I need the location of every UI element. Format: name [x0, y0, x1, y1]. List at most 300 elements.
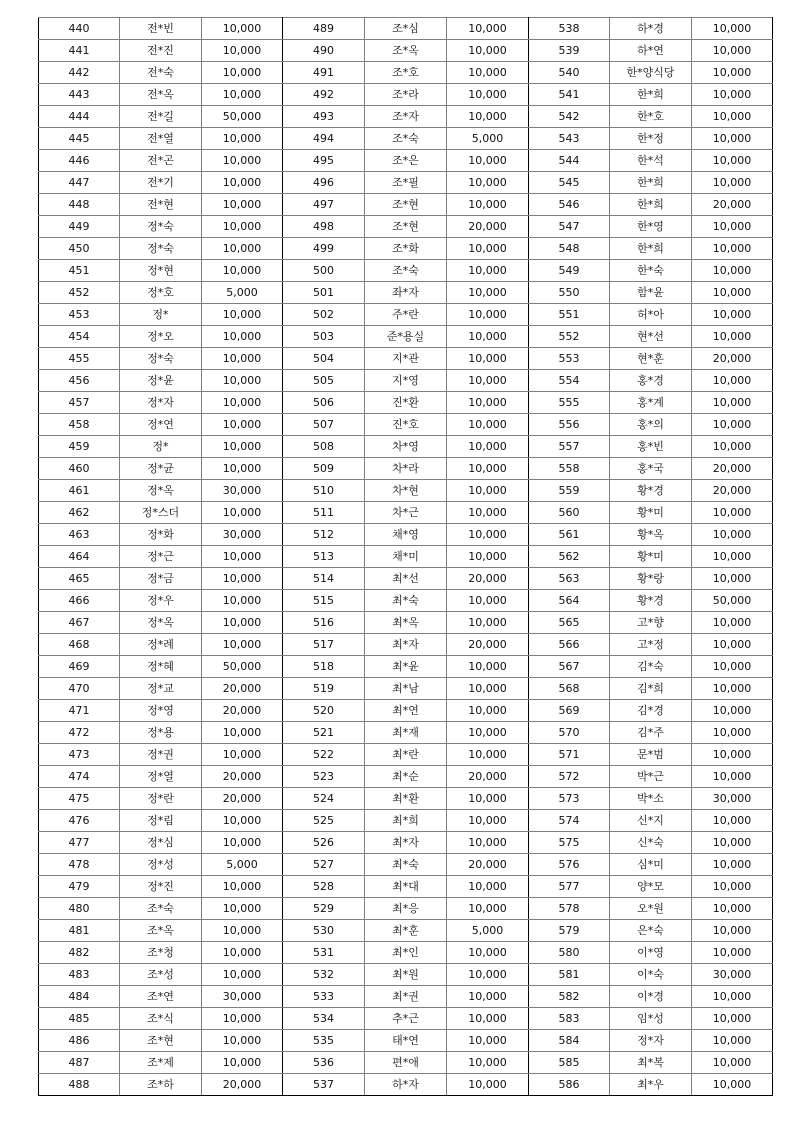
table-row — [39, 898, 773, 920]
donor-name-cell: 홍*계 — [610, 392, 692, 414]
donor-table — [38, 17, 773, 1096]
donor-name-cell: 차*근 — [365, 502, 447, 524]
table-row — [39, 370, 773, 392]
donor-number-cell: 453 — [39, 304, 120, 326]
donor-name-cell: 심*미 — [610, 854, 692, 876]
donor-number-cell: 483 — [39, 964, 120, 986]
donor-name-cell: 최*남 — [365, 678, 447, 700]
table-row — [39, 348, 773, 370]
donor-number-cell: 564 — [529, 590, 610, 612]
donor-amount-cell: 10,000 — [447, 84, 529, 106]
donor-name-cell: 최*숙 — [365, 854, 447, 876]
donor-number-cell: 482 — [39, 942, 120, 964]
donor-name-cell: 양*모 — [610, 876, 692, 898]
donor-number-cell: 505 — [283, 370, 365, 392]
donor-number-cell: 466 — [39, 590, 120, 612]
donor-number-cell: 488 — [39, 1074, 120, 1096]
donor-amount-cell: 10,000 — [202, 612, 283, 634]
donor-number-cell: 445 — [39, 128, 120, 150]
donor-amount-cell: 10,000 — [692, 810, 773, 832]
donor-number-cell: 469 — [39, 656, 120, 678]
donor-number-cell: 506 — [283, 392, 365, 414]
donor-amount-cell: 10,000 — [202, 150, 283, 172]
donor-amount-cell: 20,000 — [447, 854, 529, 876]
donor-amount-cell: 20,000 — [692, 458, 773, 480]
donor-name-cell: 한*호 — [610, 106, 692, 128]
donor-amount-cell: 10,000 — [447, 546, 529, 568]
donor-name-cell: 홍*국 — [610, 458, 692, 480]
donor-number-cell: 515 — [283, 590, 365, 612]
donor-name-cell: 한*희 — [610, 238, 692, 260]
table-row — [39, 1052, 773, 1074]
donor-number-cell: 441 — [39, 40, 120, 62]
donor-name-cell: 차*현 — [365, 480, 447, 502]
table-row — [39, 678, 773, 700]
table-row — [39, 238, 773, 260]
donor-name-cell: 황*경 — [610, 590, 692, 612]
donor-name-cell: 한*숙 — [610, 260, 692, 282]
donor-amount-cell: 10,000 — [202, 876, 283, 898]
donor-name-cell: 조*현 — [120, 1030, 202, 1052]
donor-number-cell: 458 — [39, 414, 120, 436]
donor-name-cell: 최*자 — [365, 832, 447, 854]
donor-amount-cell: 10,000 — [202, 436, 283, 458]
donor-amount-cell: 10,000 — [447, 304, 529, 326]
donor-amount-cell: 30,000 — [692, 788, 773, 810]
donor-amount-cell: 10,000 — [447, 898, 529, 920]
donor-number-cell: 569 — [529, 700, 610, 722]
donor-amount-cell: 10,000 — [202, 1052, 283, 1074]
donor-number-cell: 538 — [529, 18, 610, 40]
donor-name-cell: 전*열 — [120, 128, 202, 150]
donor-amount-cell: 10,000 — [447, 436, 529, 458]
donor-name-cell: 이*숙 — [610, 964, 692, 986]
donor-name-cell: 최*인 — [365, 942, 447, 964]
donor-name-cell: 홍*경 — [610, 370, 692, 392]
donor-amount-cell: 10,000 — [692, 568, 773, 590]
donor-number-cell: 545 — [529, 172, 610, 194]
donor-name-cell: 정*숙 — [120, 238, 202, 260]
donor-amount-cell: 10,000 — [692, 150, 773, 172]
donor-name-cell: 조*라 — [365, 84, 447, 106]
donor-amount-cell: 10,000 — [447, 1074, 529, 1096]
donor-amount-cell: 20,000 — [447, 634, 529, 656]
donor-amount-cell: 10,000 — [202, 260, 283, 282]
table-row — [39, 458, 773, 480]
donor-name-cell: 조*은 — [365, 150, 447, 172]
donor-name-cell: 차*라 — [365, 458, 447, 480]
donor-name-cell: 황*옥 — [610, 524, 692, 546]
table-row — [39, 546, 773, 568]
donor-amount-cell: 10,000 — [447, 964, 529, 986]
donor-number-cell: 578 — [529, 898, 610, 920]
donor-name-cell: 한*희 — [610, 194, 692, 216]
donor-amount-cell: 20,000 — [692, 348, 773, 370]
donor-name-cell: 주*란 — [365, 304, 447, 326]
donor-name-cell: 최*응 — [365, 898, 447, 920]
donor-name-cell: 황*랑 — [610, 568, 692, 590]
table-row — [39, 172, 773, 194]
donor-number-cell: 501 — [283, 282, 365, 304]
table-row — [39, 656, 773, 678]
donor-name-cell: 전*빈 — [120, 18, 202, 40]
table-row — [39, 964, 773, 986]
donor-number-cell: 491 — [283, 62, 365, 84]
donor-name-cell: 정*화 — [120, 524, 202, 546]
donor-number-cell: 462 — [39, 502, 120, 524]
donor-number-cell: 456 — [39, 370, 120, 392]
donor-number-cell: 464 — [39, 546, 120, 568]
donor-amount-cell: 5,000 — [202, 282, 283, 304]
donor-number-cell: 575 — [529, 832, 610, 854]
donor-number-cell: 467 — [39, 612, 120, 634]
table-row — [39, 766, 773, 788]
donor-number-cell: 547 — [529, 216, 610, 238]
donor-number-cell: 510 — [283, 480, 365, 502]
donor-name-cell: 조*연 — [120, 986, 202, 1008]
donor-amount-cell: 10,000 — [447, 1008, 529, 1030]
donor-amount-cell: 10,000 — [202, 348, 283, 370]
donor-number-cell: 528 — [283, 876, 365, 898]
donor-amount-cell: 10,000 — [692, 678, 773, 700]
donor-amount-cell: 10,000 — [202, 238, 283, 260]
donor-number-cell: 584 — [529, 1030, 610, 1052]
donor-amount-cell: 10,000 — [447, 480, 529, 502]
donor-amount-cell: 10,000 — [692, 216, 773, 238]
donor-amount-cell: 10,000 — [692, 128, 773, 150]
donor-name-cell: 정*옥 — [120, 480, 202, 502]
table-row — [39, 810, 773, 832]
donor-name-cell: 김*희 — [610, 678, 692, 700]
donor-name-cell: 한*정 — [610, 128, 692, 150]
donor-amount-cell: 10,000 — [202, 1008, 283, 1030]
donor-amount-cell: 5,000 — [202, 854, 283, 876]
donor-amount-cell: 10,000 — [202, 128, 283, 150]
donor-name-cell: 정*림 — [120, 810, 202, 832]
donor-amount-cell: 10,000 — [447, 722, 529, 744]
donor-number-cell: 503 — [283, 326, 365, 348]
donor-name-cell: 하*자 — [365, 1074, 447, 1096]
donor-name-cell: 정*자 — [120, 392, 202, 414]
donor-amount-cell: 10,000 — [202, 18, 283, 40]
donor-name-cell: 차*영 — [365, 436, 447, 458]
donor-number-cell: 447 — [39, 172, 120, 194]
donor-number-cell: 459 — [39, 436, 120, 458]
donor-number-cell: 516 — [283, 612, 365, 634]
table-row — [39, 1008, 773, 1030]
table-row — [39, 612, 773, 634]
donor-number-cell: 443 — [39, 84, 120, 106]
donor-amount-cell: 10,000 — [447, 62, 529, 84]
donor-number-cell: 572 — [529, 766, 610, 788]
donor-amount-cell: 10,000 — [692, 304, 773, 326]
donor-name-cell: 정*숙 — [120, 216, 202, 238]
donor-name-cell: 정*우 — [120, 590, 202, 612]
donor-name-cell: 전*기 — [120, 172, 202, 194]
donor-number-cell: 499 — [283, 238, 365, 260]
donor-amount-cell: 10,000 — [447, 832, 529, 854]
donor-name-cell: 조*필 — [365, 172, 447, 194]
table-row — [39, 1030, 773, 1052]
donor-amount-cell: 10,000 — [447, 700, 529, 722]
table-row — [39, 568, 773, 590]
donor-number-cell: 577 — [529, 876, 610, 898]
donor-amount-cell: 10,000 — [202, 810, 283, 832]
table-row — [39, 392, 773, 414]
donor-amount-cell: 10,000 — [447, 612, 529, 634]
table-row — [39, 326, 773, 348]
donor-name-cell: 황*미 — [610, 502, 692, 524]
table-row — [39, 590, 773, 612]
donor-number-cell: 563 — [529, 568, 610, 590]
donor-name-cell: 진*환 — [365, 392, 447, 414]
donor-amount-cell: 10,000 — [447, 348, 529, 370]
donor-number-cell: 582 — [529, 986, 610, 1008]
donor-name-cell: 전*진 — [120, 40, 202, 62]
table-row — [39, 722, 773, 744]
donor-name-cell: 최*순 — [365, 766, 447, 788]
donor-number-cell: 537 — [283, 1074, 365, 1096]
donor-number-cell: 532 — [283, 964, 365, 986]
donor-amount-cell: 10,000 — [447, 326, 529, 348]
donor-amount-cell: 20,000 — [202, 766, 283, 788]
donor-amount-cell: 10,000 — [692, 62, 773, 84]
donor-number-cell: 474 — [39, 766, 120, 788]
donor-name-cell: 조*화 — [365, 238, 447, 260]
donor-name-cell: 좌*자 — [365, 282, 447, 304]
donor-name-cell: 고*향 — [610, 612, 692, 634]
donor-name-cell: 조*하 — [120, 1074, 202, 1096]
donor-name-cell: 조*성 — [120, 964, 202, 986]
donor-amount-cell: 10,000 — [692, 172, 773, 194]
table-row — [39, 744, 773, 766]
donor-amount-cell: 10,000 — [692, 744, 773, 766]
donor-number-cell: 492 — [283, 84, 365, 106]
donor-amount-cell: 10,000 — [202, 458, 283, 480]
donor-number-cell: 513 — [283, 546, 365, 568]
donor-amount-cell: 20,000 — [202, 678, 283, 700]
donor-name-cell: 조*심 — [365, 18, 447, 40]
donor-name-cell: 고*정 — [610, 634, 692, 656]
donor-name-cell: 오*원 — [610, 898, 692, 920]
donor-number-cell: 470 — [39, 678, 120, 700]
donor-number-cell: 579 — [529, 920, 610, 942]
donor-number-cell: 526 — [283, 832, 365, 854]
donor-amount-cell: 10,000 — [447, 458, 529, 480]
donor-name-cell: 최*희 — [365, 810, 447, 832]
donor-name-cell: 준*용실 — [365, 326, 447, 348]
donor-name-cell: 황*미 — [610, 546, 692, 568]
table-row — [39, 502, 773, 524]
donor-number-cell: 543 — [529, 128, 610, 150]
donor-number-cell: 522 — [283, 744, 365, 766]
donor-name-cell: 지*관 — [365, 348, 447, 370]
donor-name-cell: 조*옥 — [120, 920, 202, 942]
donor-name-cell: 최*권 — [365, 986, 447, 1008]
donor-amount-cell: 10,000 — [202, 568, 283, 590]
donor-number-cell: 542 — [529, 106, 610, 128]
donor-number-cell: 523 — [283, 766, 365, 788]
donor-amount-cell: 10,000 — [202, 84, 283, 106]
table-row — [39, 150, 773, 172]
donor-amount-cell: 10,000 — [202, 744, 283, 766]
donor-number-cell: 509 — [283, 458, 365, 480]
donor-name-cell: 조*숙 — [365, 128, 447, 150]
donor-number-cell: 442 — [39, 62, 120, 84]
donor-amount-cell: 10,000 — [202, 62, 283, 84]
donor-name-cell: 채*영 — [365, 524, 447, 546]
donor-amount-cell: 10,000 — [202, 1030, 283, 1052]
table-row — [39, 942, 773, 964]
donor-number-cell: 508 — [283, 436, 365, 458]
donor-amount-cell: 10,000 — [202, 392, 283, 414]
donor-number-cell: 476 — [39, 810, 120, 832]
donor-amount-cell: 10,000 — [692, 942, 773, 964]
donor-number-cell: 529 — [283, 898, 365, 920]
donor-amount-cell: 10,000 — [447, 1030, 529, 1052]
donor-amount-cell: 10,000 — [447, 590, 529, 612]
donor-name-cell: 최*훈 — [365, 920, 447, 942]
donor-name-cell: 최*우 — [610, 1074, 692, 1096]
donor-amount-cell: 10,000 — [692, 700, 773, 722]
donor-number-cell: 471 — [39, 700, 120, 722]
donor-amount-cell: 10,000 — [202, 40, 283, 62]
donor-amount-cell: 10,000 — [447, 810, 529, 832]
donor-name-cell: 허*아 — [610, 304, 692, 326]
donor-amount-cell: 10,000 — [202, 194, 283, 216]
donor-number-cell: 494 — [283, 128, 365, 150]
donor-amount-cell: 10,000 — [692, 84, 773, 106]
donor-number-cell: 495 — [283, 150, 365, 172]
donor-number-cell: 481 — [39, 920, 120, 942]
donor-number-cell: 477 — [39, 832, 120, 854]
donor-name-cell: 정*교 — [120, 678, 202, 700]
donor-number-cell: 444 — [39, 106, 120, 128]
table-row — [39, 1074, 773, 1096]
table-row — [39, 986, 773, 1008]
donor-amount-cell: 10,000 — [692, 238, 773, 260]
donor-name-cell: 정*진 — [120, 876, 202, 898]
donor-name-cell: 김*주 — [610, 722, 692, 744]
donor-amount-cell: 10,000 — [447, 744, 529, 766]
donor-number-cell: 562 — [529, 546, 610, 568]
donor-amount-cell: 10,000 — [692, 1074, 773, 1096]
donor-amount-cell: 10,000 — [692, 898, 773, 920]
donor-name-cell: 김*경 — [610, 700, 692, 722]
donor-amount-cell: 10,000 — [692, 656, 773, 678]
table-row — [39, 260, 773, 282]
donor-amount-cell: 5,000 — [447, 920, 529, 942]
donor-amount-cell: 20,000 — [202, 700, 283, 722]
donor-number-cell: 518 — [283, 656, 365, 678]
donor-number-cell: 551 — [529, 304, 610, 326]
table-row — [39, 282, 773, 304]
donor-name-cell: 조*숙 — [365, 260, 447, 282]
donor-name-cell: 하*연 — [610, 40, 692, 62]
donor-amount-cell: 10,000 — [447, 150, 529, 172]
donor-number-cell: 573 — [529, 788, 610, 810]
table-row — [39, 40, 773, 62]
donor-amount-cell: 20,000 — [692, 194, 773, 216]
donor-amount-cell: 10,000 — [447, 106, 529, 128]
donor-table-body — [39, 18, 773, 1096]
donor-amount-cell: 10,000 — [692, 854, 773, 876]
donor-number-cell: 507 — [283, 414, 365, 436]
donor-name-cell: 임*성 — [610, 1008, 692, 1030]
donor-amount-cell: 20,000 — [692, 480, 773, 502]
donor-number-cell: 549 — [529, 260, 610, 282]
donor-name-cell: 조*제 — [120, 1052, 202, 1074]
donor-name-cell: 정*스더 — [120, 502, 202, 524]
donor-number-cell: 536 — [283, 1052, 365, 1074]
donor-name-cell: 정*례 — [120, 634, 202, 656]
donor-amount-cell: 10,000 — [202, 964, 283, 986]
donor-name-cell: 현*훈 — [610, 348, 692, 370]
donor-number-cell: 475 — [39, 788, 120, 810]
donor-number-cell: 520 — [283, 700, 365, 722]
donor-list-sheet — [38, 17, 772, 1096]
donor-number-cell: 527 — [283, 854, 365, 876]
donor-number-cell: 473 — [39, 744, 120, 766]
donor-number-cell: 546 — [529, 194, 610, 216]
donor-number-cell: 452 — [39, 282, 120, 304]
donor-name-cell: 박*근 — [610, 766, 692, 788]
donor-name-cell: 채*미 — [365, 546, 447, 568]
donor-number-cell: 533 — [283, 986, 365, 1008]
donor-amount-cell: 10,000 — [447, 172, 529, 194]
donor-name-cell: 태*연 — [365, 1030, 447, 1052]
donor-number-cell: 550 — [529, 282, 610, 304]
table-row — [39, 854, 773, 876]
donor-number-cell: 559 — [529, 480, 610, 502]
table-row — [39, 84, 773, 106]
donor-number-cell: 574 — [529, 810, 610, 832]
donor-name-cell: 정* — [120, 304, 202, 326]
donor-name-cell: 지*영 — [365, 370, 447, 392]
donor-amount-cell: 10,000 — [447, 986, 529, 1008]
donor-name-cell: 한*영 — [610, 216, 692, 238]
donor-amount-cell: 10,000 — [202, 546, 283, 568]
donor-name-cell: 조*현 — [365, 194, 447, 216]
donor-name-cell: 최*환 — [365, 788, 447, 810]
donor-name-cell: 정*오 — [120, 326, 202, 348]
donor-name-cell: 조*자 — [365, 106, 447, 128]
donor-name-cell: 최*복 — [610, 1052, 692, 1074]
donor-name-cell: 정*현 — [120, 260, 202, 282]
donor-number-cell: 463 — [39, 524, 120, 546]
donor-number-cell: 554 — [529, 370, 610, 392]
donor-number-cell: 512 — [283, 524, 365, 546]
donor-number-cell: 446 — [39, 150, 120, 172]
donor-name-cell: 정*균 — [120, 458, 202, 480]
donor-name-cell: 최*연 — [365, 700, 447, 722]
donor-name-cell: 정*숙 — [120, 348, 202, 370]
donor-amount-cell: 50,000 — [202, 656, 283, 678]
donor-number-cell: 502 — [283, 304, 365, 326]
donor-amount-cell: 20,000 — [447, 766, 529, 788]
donor-name-cell: 최*재 — [365, 722, 447, 744]
donor-number-cell: 451 — [39, 260, 120, 282]
donor-amount-cell: 10,000 — [202, 502, 283, 524]
donor-amount-cell: 10,000 — [692, 436, 773, 458]
donor-name-cell: 정*호 — [120, 282, 202, 304]
donor-amount-cell: 10,000 — [447, 678, 529, 700]
donor-amount-cell: 10,000 — [692, 1030, 773, 1052]
donor-amount-cell: 10,000 — [692, 282, 773, 304]
table-row — [39, 62, 773, 84]
donor-name-cell: 추*근 — [365, 1008, 447, 1030]
donor-name-cell: 한*희 — [610, 172, 692, 194]
